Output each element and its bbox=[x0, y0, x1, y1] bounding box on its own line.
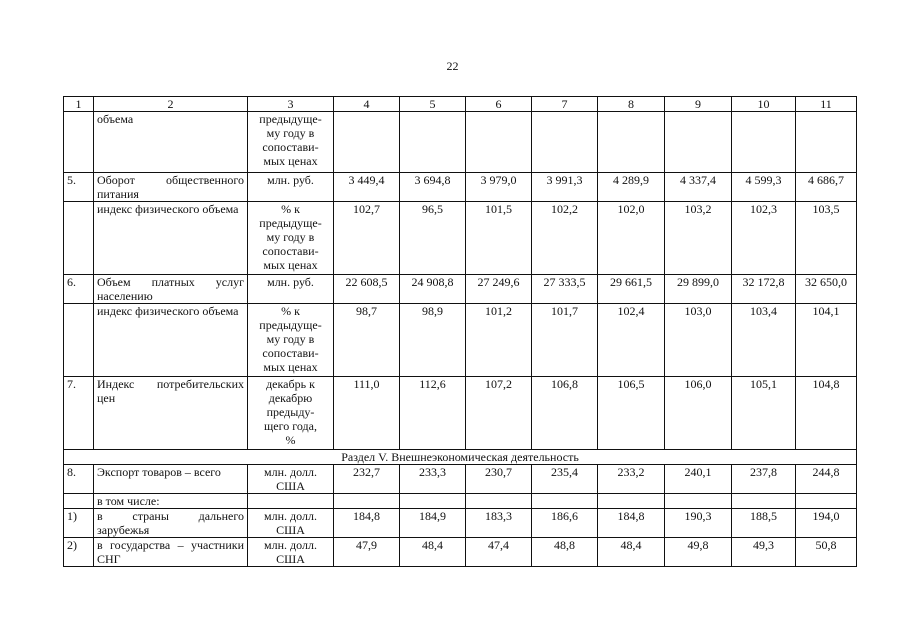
value-cell: 237,8 bbox=[732, 465, 796, 494]
row-name: индекс физического объема bbox=[94, 202, 248, 275]
value-cell bbox=[248, 494, 334, 509]
unit-cell: млн. долл. США bbox=[248, 538, 334, 567]
value-cell: 4 686,7 bbox=[796, 173, 857, 202]
value-cell: 4 337,4 bbox=[665, 173, 732, 202]
row-index bbox=[64, 112, 94, 173]
value-cell: 103,5 bbox=[796, 202, 857, 275]
value-cell: 49,8 bbox=[665, 538, 732, 567]
row-index: 5. bbox=[64, 173, 94, 202]
value-cell bbox=[796, 494, 857, 509]
value-cell: 47,9 bbox=[334, 538, 400, 567]
value-cell: 27 249,6 bbox=[466, 275, 532, 304]
unit-cell: млн. руб. bbox=[248, 173, 334, 202]
row-name: индекс физического объема bbox=[94, 304, 248, 377]
unit-cell: млн. долл. США bbox=[248, 465, 334, 494]
value-cell bbox=[532, 112, 598, 173]
value-cell: 111,0 bbox=[334, 377, 400, 450]
value-cell: 29 661,5 bbox=[598, 275, 665, 304]
value-cell: 103,4 bbox=[732, 304, 796, 377]
value-cell: 233,2 bbox=[598, 465, 665, 494]
column-number: 7 bbox=[532, 97, 598, 112]
value-cell: 183,3 bbox=[466, 509, 532, 538]
value-cell: 232,7 bbox=[334, 465, 400, 494]
value-cell: 112,6 bbox=[400, 377, 466, 450]
value-cell: 98,9 bbox=[400, 304, 466, 377]
value-cell: 186,6 bbox=[532, 509, 598, 538]
value-cell: 24 908,8 bbox=[400, 275, 466, 304]
row-index: 8. bbox=[64, 465, 94, 494]
data-table bbox=[63, 96, 857, 567]
value-cell: 102,3 bbox=[732, 202, 796, 275]
value-cell: 184,9 bbox=[400, 509, 466, 538]
value-cell bbox=[732, 112, 796, 173]
value-cell: 184,8 bbox=[334, 509, 400, 538]
value-cell: 3 991,3 bbox=[532, 173, 598, 202]
unit-cell: млн. долл. США bbox=[248, 509, 334, 538]
value-cell bbox=[466, 494, 532, 509]
page-number: 22 bbox=[446, 59, 459, 73]
value-cell bbox=[796, 112, 857, 173]
value-cell: 4 289,9 bbox=[598, 173, 665, 202]
value-cell: 32 172,8 bbox=[732, 275, 796, 304]
value-cell: 103,2 bbox=[665, 202, 732, 275]
value-cell: 48,4 bbox=[400, 538, 466, 567]
unit-cell: декабрь к декабрю предыду- щего года, % bbox=[248, 377, 334, 450]
value-cell: 32 650,0 bbox=[796, 275, 857, 304]
value-cell: 188,5 bbox=[732, 509, 796, 538]
value-cell: 47,4 bbox=[466, 538, 532, 567]
row-name: в страны дальнего зарубежья bbox=[94, 509, 248, 538]
value-cell: 107,2 bbox=[466, 377, 532, 450]
table-row bbox=[64, 538, 857, 567]
value-cell: 22 608,5 bbox=[334, 275, 400, 304]
value-cell: 3 694,8 bbox=[400, 173, 466, 202]
column-number: 10 bbox=[732, 97, 796, 112]
section-row bbox=[64, 450, 857, 465]
row-index bbox=[64, 304, 94, 377]
table-row bbox=[64, 377, 857, 450]
value-cell: 101,2 bbox=[466, 304, 532, 377]
column-number: 6 bbox=[466, 97, 532, 112]
value-cell: 184,8 bbox=[598, 509, 665, 538]
row-index: 7. bbox=[64, 377, 94, 450]
value-cell: 50,8 bbox=[796, 538, 857, 567]
table-row bbox=[64, 112, 857, 173]
value-cell bbox=[466, 112, 532, 173]
value-cell: 102,7 bbox=[334, 202, 400, 275]
table-row bbox=[64, 202, 857, 275]
value-cell: 49,3 bbox=[732, 538, 796, 567]
value-cell: 106,5 bbox=[598, 377, 665, 450]
row-index: 6. bbox=[64, 275, 94, 304]
value-cell bbox=[598, 494, 665, 509]
table-row bbox=[64, 275, 857, 304]
column-number: 9 bbox=[665, 97, 732, 112]
row-index: 1) bbox=[64, 509, 94, 538]
unit-cell: предыдуще- му году в сопостави- мых ценах bbox=[248, 112, 334, 173]
value-cell: 96,5 bbox=[400, 202, 466, 275]
value-cell: 27 333,5 bbox=[532, 275, 598, 304]
value-cell bbox=[732, 494, 796, 509]
value-cell: 104,8 bbox=[796, 377, 857, 450]
section-title: Раздел V. Внешнеэкономическая деятельность bbox=[64, 450, 857, 465]
value-cell bbox=[334, 494, 400, 509]
value-cell bbox=[598, 112, 665, 173]
row-index bbox=[64, 202, 94, 275]
value-cell: 104,1 bbox=[796, 304, 857, 377]
sub-label: в том числе: bbox=[94, 494, 248, 509]
unit-cell: % к предыдуще- му году в сопостави- мых ценах bbox=[248, 202, 334, 275]
value-cell: 194,0 bbox=[796, 509, 857, 538]
row-name: объема bbox=[94, 112, 248, 173]
value-cell bbox=[665, 494, 732, 509]
table-row bbox=[64, 509, 857, 538]
unit-cell: % к предыдуще- му году в сопостави- мых ценах bbox=[248, 304, 334, 377]
value-cell: 102,2 bbox=[532, 202, 598, 275]
row-name: Экспорт товаров – всего bbox=[94, 465, 248, 494]
value-cell: 4 599,3 bbox=[732, 173, 796, 202]
value-cell: 101,7 bbox=[532, 304, 598, 377]
value-cell: 102,4 bbox=[598, 304, 665, 377]
column-number: 8 bbox=[598, 97, 665, 112]
value-cell: 235,4 bbox=[532, 465, 598, 494]
column-number: 2 bbox=[94, 97, 248, 112]
row-name: в государства – участники СНГ bbox=[94, 538, 248, 567]
value-cell bbox=[665, 112, 732, 173]
value-cell: 48,8 bbox=[532, 538, 598, 567]
value-cell: 48,4 bbox=[598, 538, 665, 567]
column-number: 3 bbox=[248, 97, 334, 112]
row-name: Объем платных услуг населению bbox=[94, 275, 248, 304]
value-cell: 29 899,0 bbox=[665, 275, 732, 304]
value-cell: 102,0 bbox=[598, 202, 665, 275]
row-index bbox=[64, 494, 94, 509]
value-cell: 106,8 bbox=[532, 377, 598, 450]
table-row bbox=[64, 173, 857, 202]
value-cell: 106,0 bbox=[665, 377, 732, 450]
row-name: Индекс потребительских цен bbox=[94, 377, 248, 450]
value-cell bbox=[532, 494, 598, 509]
value-cell: 233,3 bbox=[400, 465, 466, 494]
value-cell: 105,1 bbox=[732, 377, 796, 450]
value-cell: 98,7 bbox=[334, 304, 400, 377]
value-cell: 3 449,4 bbox=[334, 173, 400, 202]
value-cell bbox=[334, 112, 400, 173]
column-number: 1 bbox=[64, 97, 94, 112]
column-number: 11 bbox=[796, 97, 857, 112]
unit-cell: млн. руб. bbox=[248, 275, 334, 304]
value-cell: 3 979,0 bbox=[466, 173, 532, 202]
column-number: 4 bbox=[334, 97, 400, 112]
row-index: 2) bbox=[64, 538, 94, 567]
value-cell bbox=[400, 494, 466, 509]
value-cell: 244,8 bbox=[796, 465, 857, 494]
value-cell bbox=[400, 112, 466, 173]
table-row bbox=[64, 465, 857, 494]
value-cell: 230,7 bbox=[466, 465, 532, 494]
header-row bbox=[64, 97, 857, 112]
column-number: 5 bbox=[400, 97, 466, 112]
value-cell: 190,3 bbox=[665, 509, 732, 538]
table-row bbox=[64, 494, 857, 509]
value-cell: 240,1 bbox=[665, 465, 732, 494]
value-cell: 101,5 bbox=[466, 202, 532, 275]
row-name: Оборот общественного питания bbox=[94, 173, 248, 202]
value-cell: 103,0 bbox=[665, 304, 732, 377]
table-row bbox=[64, 304, 857, 377]
